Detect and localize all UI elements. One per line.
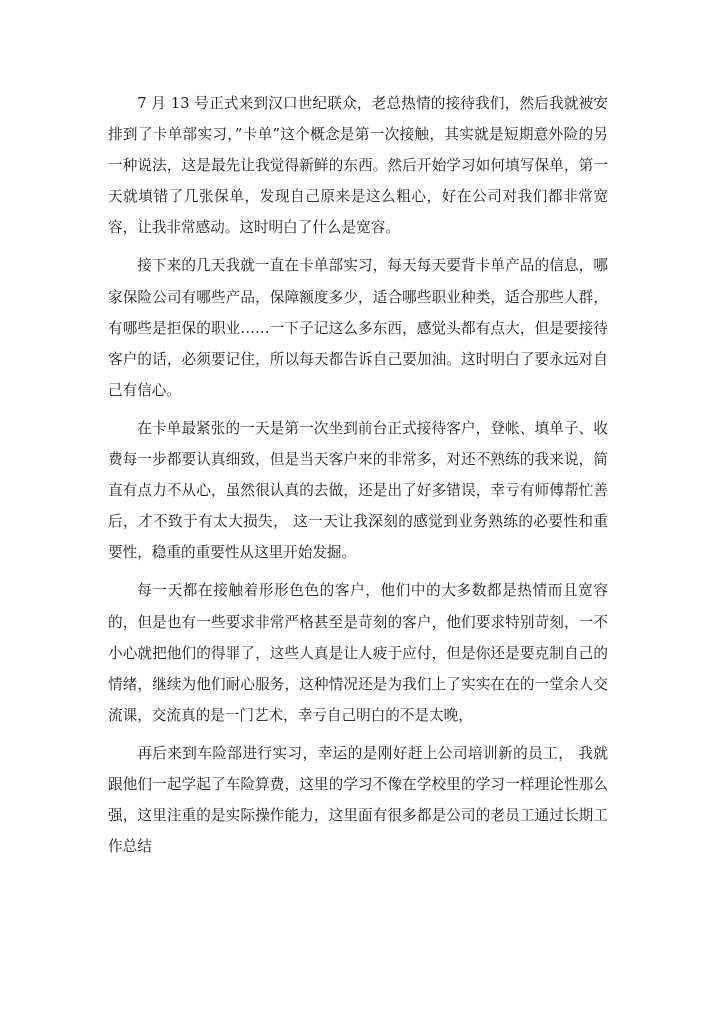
paragraph-2: 接下来的几天我就一直在卡单部实习，每天每天要背卡单产品的信息，哪家保险公司有哪些产品，保障额度多少，适合哪些职业种类，适合那些人群，有哪些是拒保的职业……一下子记这么多东西，感觉头都有点大，但是要接待客户的话，必须要记住，所以每天都告诉自己要加油。这时明白了要永远对自己有信心。 xyxy=(108,257,608,399)
paragraph-1: 7 月 13 号正式来到汉口世纪联众，老总热情的接待我们，然后我就被安排到了卡单部实习，”卡单”这个概念是第一次接触，其实就是短期意外险的另一种说法，这是最先让我觉得新鲜的东西。然后开始学习如何填写保单，第一天就填错了几张保单，发现自己原来是这么粗心，好在公司对我们都非常宽容，让我非常感动。这时明白了什么是宽容。 xyxy=(108,95,608,237)
paragraph-5: 再后来到车险部进行实习，幸运的是刚好赶上公司培训新的员工， 我就跟他们一起学起了车险算费，这里的学习不像在学校里的学习一样理论性那么强，这里注重的是实际操作能力，这里面有很多都是公司的老员工通过长期工作总结 xyxy=(108,744,608,856)
paragraph-4: 每一天都在接触着形形色色的客户，他们中的大多数都是热情而且宽容的，但是也有一些要求非常严格甚至是苛刻的客户，他们要求特别苛刻，一不小心就把他们的得罪了，这些人真是让人疲于应付，但是你还是要克制自己的情绪，继续为他们耐心服务，这种情况还是为我们上了实实在在的一堂余人交流课，交流真的是一门艺术，幸亏自己明白的不是太晚， xyxy=(108,582,608,724)
paragraph-3: 在卡单最紧张的一天是第一次坐到前台正式接待客户，登帐、填单子、收费每一步都要认真细致，但是当天客户来的非常多，对还不熟练的我来说，简直有点力不从心，虽然很认真的去做，还是出了好多错误，幸亏有师傅帮忙善后，才不致于有太大损失， 这一天让我深刻的感觉到业务熟练的必要性和重要性，稳重的重要性从这里开始发掘。 xyxy=(108,419,608,562)
document-body xyxy=(108,88,608,869)
